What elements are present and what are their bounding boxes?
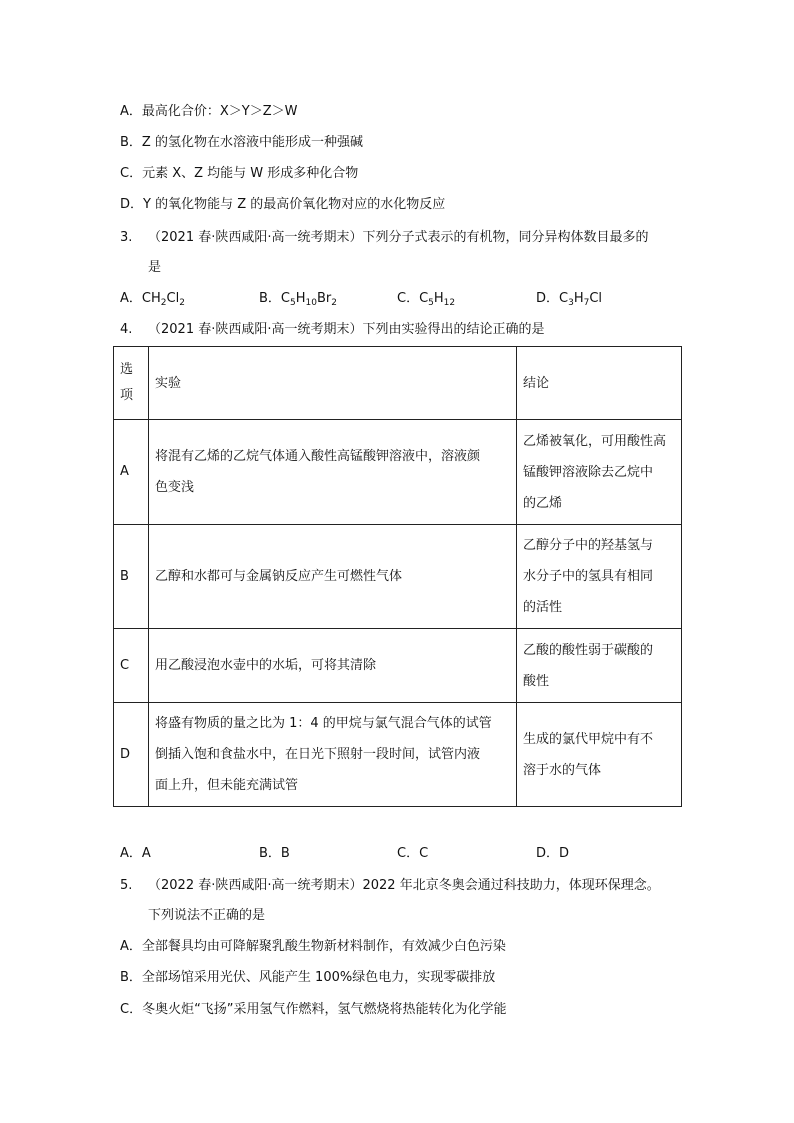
q3-option-a: A．$CH_2Cl_2$ [120, 291, 185, 308]
q3-text-line2: 是 [148, 260, 162, 275]
q4-options [120, 844, 680, 864]
row-option: B [114, 525, 149, 629]
header-conclusion: 结论 [517, 347, 682, 420]
q5-option-a: A．全部餐具均由可降解聚乳酸生物新材料制作，有效减少白色污染 [120, 939, 506, 954]
q4-option-a: A．A [120, 846, 151, 861]
row-option: C [114, 629, 149, 703]
q2-option-c: C．元素 X、Z 均能与 W 形成多种化合物 [120, 166, 359, 181]
row-option: D [114, 703, 149, 807]
row-experiment: 将盛有物质的量之比为 1：4 的甲烷与氯气混合气体的试管 倒插入饱和食盐水中，在日光下照射一段时间，试管内液 面上升，但未能充满试管 [149, 703, 517, 807]
table-row [114, 525, 682, 629]
q4-option-c: C．C [397, 846, 429, 861]
row-experiment: 乙醇和水都可与金属钠反应产生可燃性气体 [149, 525, 517, 629]
q5-number: 5. [120, 878, 133, 893]
q4-number: 4. [120, 322, 133, 337]
q5-option-b: B．全部场馆采用光伏、风能产生 100%绿色电力，实现零碳排放 [120, 970, 496, 985]
q5-text-line1: （2022 春·陕西咸阳·高一统考期末）2022 年北京冬奥会通过科技助力，体现环保理念。 [148, 878, 660, 893]
table-row [114, 629, 682, 703]
q5-option-c: C．冬奥火炬“飞扬”采用氢气作燃料，氢气燃烧将热能转化为化学能 [120, 1002, 507, 1017]
table-header-row [114, 347, 682, 420]
table-row [114, 703, 682, 807]
row-conclusion: 乙酸的酸性弱于碳酸的 酸性 [517, 629, 682, 703]
q2-option-d: D．Y 的氧化物能与 Z 的最高价氧化物对应的水化物反应 [120, 197, 446, 212]
q4-option-d: D．D [536, 846, 570, 861]
q3-text-line1: （2021 春·陕西咸阳·高一统考期末）下列分子式表示的有机物，同分异构体数目最多的 [148, 230, 649, 245]
row-conclusion: 生成的氯代甲烷中有不 溶于水的气体 [517, 703, 682, 807]
q2-option-a: A．最高化合价：X＞Y＞Z＞W [120, 104, 298, 119]
row-conclusion: 乙醇分子中的羟基氢与 水分子中的氢具有相同 的活性 [517, 525, 682, 629]
row-option: A [114, 420, 149, 525]
q4-text: （2021 春·陕西咸阳·高一统考期末）下列由实验得出的结论正确的是 [148, 322, 545, 337]
q3-stem [120, 228, 648, 248]
row-experiment: 用乙酸浸泡水壶中的水垢，可将其清除 [149, 629, 517, 703]
q2-option-b: B．Z 的氢化物在水溶液中能形成一种强碱 [120, 135, 363, 150]
q5-stem [120, 876, 660, 896]
row-conclusion: 乙烯被氧化，可用酸性高 锰酸钾溶液除去乙烷中 的乙烯 [517, 420, 682, 525]
q4-table [113, 346, 682, 807]
q3-option-b: B．$C_5H_{10}Br_2$ [259, 291, 337, 308]
header-option: 选项 [114, 347, 149, 420]
table-row [114, 420, 682, 525]
q3-number: 3. [120, 230, 133, 245]
header-experiment: 实验 [149, 347, 517, 420]
q5-text-line2: 下列说法不正确的是 [148, 908, 266, 923]
q4-option-b: B．B [259, 846, 290, 861]
row-experiment: 将混有乙烯的乙烷气体通入酸性高锰酸钾溶液中，溶液颜 色变浅 [149, 420, 517, 525]
q4-stem [120, 320, 544, 340]
q3-option-c: C．$C_5H_{12}$ [397, 291, 456, 308]
q3-option-d: D．$C_3H_7Cl$ [536, 291, 603, 308]
q3-options [120, 289, 680, 309]
